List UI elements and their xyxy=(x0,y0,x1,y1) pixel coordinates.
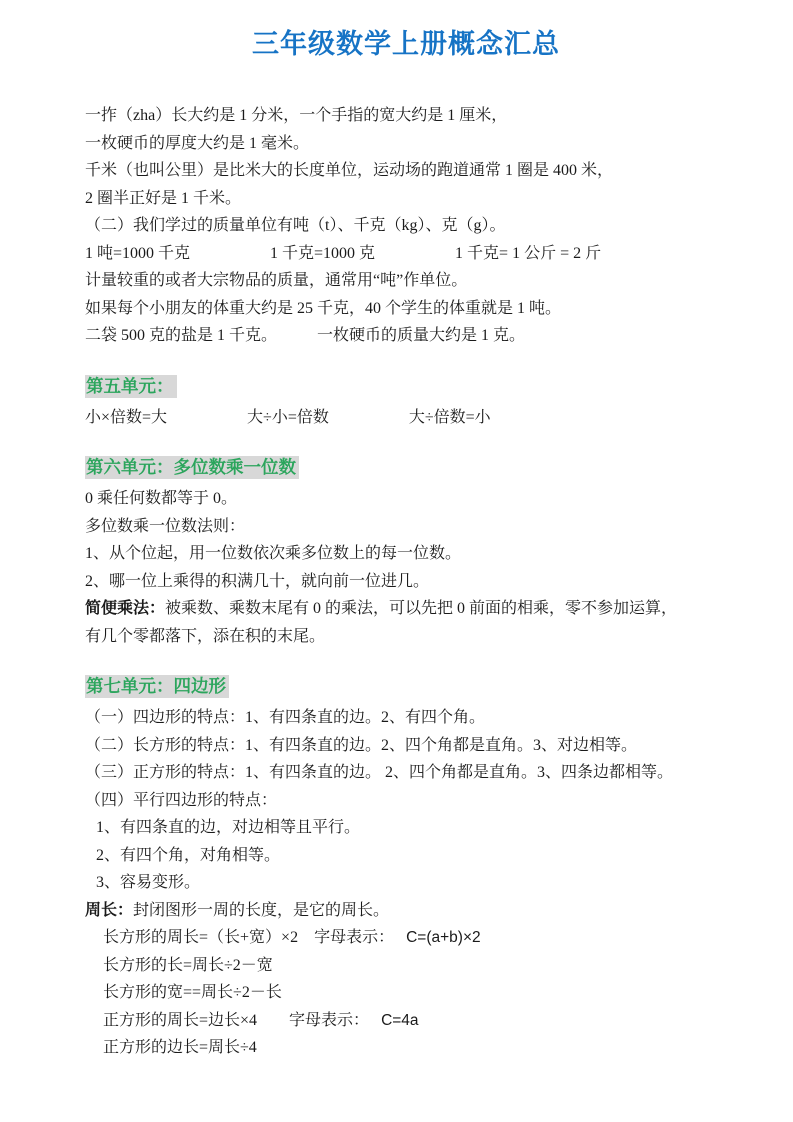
intro-line: 一拃（zha）长大约是 1 分米，一个手指的宽大约是 1 厘米， xyxy=(85,107,508,124)
unit7-line: （一）四边形的特点：1、有四条直的边。2、有四个角。 xyxy=(85,709,486,726)
intro-line: 计量较重的或者大宗物品的质量，通常用“吨”作单位。 xyxy=(85,272,468,289)
unit6-shortcut-line xyxy=(85,595,727,623)
parallelogram-point: 3、容易变形。 xyxy=(96,874,201,891)
shortcut-definition: 被乘数、乘数末尾有 0 的乘法，可以先把 0 前面的相乘，零不参加运算， xyxy=(165,600,678,617)
perimeter-formula-line xyxy=(85,979,727,1007)
section-heading-unit7 xyxy=(85,671,727,701)
unit6-line: 2、哪一位上乘得的积满几十，就向前一位进几。 xyxy=(85,572,430,590)
formula-text: 长方形的周长=（长+宽）×2 字母表示： xyxy=(103,929,407,946)
section-heading-unit5 xyxy=(85,371,727,401)
intro-line: 如果每个小朋友的体重大约是 25 千克，40 个学生的体重就是 1 吨。 xyxy=(85,299,562,317)
heading-highlight: 第六单元：多位数乘一位数 xyxy=(85,456,299,479)
perimeter-formula-line xyxy=(85,952,727,980)
section-unit5 xyxy=(85,371,727,432)
intro-line: 千米（也叫公里）是比米大的长度单位，运动场的跑道通常 1 圈是 400 米， xyxy=(85,162,614,179)
formula-text: 正方形的边长=周长÷4 xyxy=(103,1039,257,1056)
intro-line: （二）我们学过的质量单位有吨（t）、千克（kg）、克（g）。 xyxy=(85,217,506,234)
document-title: 三年级数学上册概念汇总 xyxy=(252,29,560,59)
heading-highlight: 第五单元： xyxy=(85,375,177,398)
perimeter-formula-line xyxy=(85,1007,727,1035)
formula-text: 长方形的长=周长÷2－宽 xyxy=(103,956,273,974)
formula-text: 正方形的周长=边长×4 字母表示： xyxy=(103,1011,382,1029)
unit7-line: （二）长方形的特点：1、有四条直的边。2、四个角都是直角。3、对边相等。 xyxy=(85,736,638,754)
intro-line: 2 圈半正好是 1 千米。 xyxy=(85,189,242,207)
unit5-formula-line: 小×倍数=大 大÷小=倍数 大÷倍数=小 xyxy=(85,408,491,426)
formula-letters: C=4a xyxy=(381,1011,419,1029)
perimeter-formula-line xyxy=(85,1034,727,1062)
parallelogram-point: 1、有四条直的边，对边相等且平行。 xyxy=(96,819,361,836)
perimeter-formula-line xyxy=(85,924,727,952)
formula-letters: C=(a+b)×2 xyxy=(406,929,481,946)
perimeter-term: 周长： xyxy=(85,901,134,919)
unit6-line: 0 乘任何数都等于 0。 xyxy=(85,490,238,507)
unit7-line: （三）正方形的特点：1、有四条直的边。 2、四个角都是直角。3、四条边都相等。 xyxy=(85,764,674,781)
intro-line: 二袋 500 克的盐是 1 千克。 一枚硬币的质量大约是 1 克。 xyxy=(85,327,526,344)
section-heading-unit6 xyxy=(85,452,727,482)
intro-block xyxy=(85,102,727,350)
perimeter-definition-line xyxy=(85,897,727,925)
intro-line: 一枚硬币的厚度大约是 1 毫米。 xyxy=(85,134,310,152)
section-unit7 xyxy=(85,671,727,1062)
perimeter-definition: 封闭图形一周的长度，是它的周长。 xyxy=(133,901,390,919)
shortcut-term: 简便乘法： xyxy=(85,600,166,617)
parallelogram-point: 2、有四个角，对角相等。 xyxy=(96,846,281,864)
unit6-shortcut-line-cont: 有几个零都落下，添在积的末尾。 xyxy=(85,627,326,645)
unit7-line: （四）平行四边形的特点： xyxy=(85,791,278,809)
unit6-line: 多位数乘一位数法则： xyxy=(85,517,246,535)
heading-highlight: 第七单元：四边形 xyxy=(85,675,229,698)
formula-text: 长方形的宽==周长÷2－长 xyxy=(103,984,282,1001)
unit6-line: 1、从个位起，用一位数依次乘多位数上的每一位数。 xyxy=(85,545,462,562)
section-unit6 xyxy=(85,452,727,650)
intro-line-unit-conversions: 1 吨=1000 千克 1 千克=1000 克 1 千克= 1 公斤 = 2 斤 xyxy=(85,244,602,262)
